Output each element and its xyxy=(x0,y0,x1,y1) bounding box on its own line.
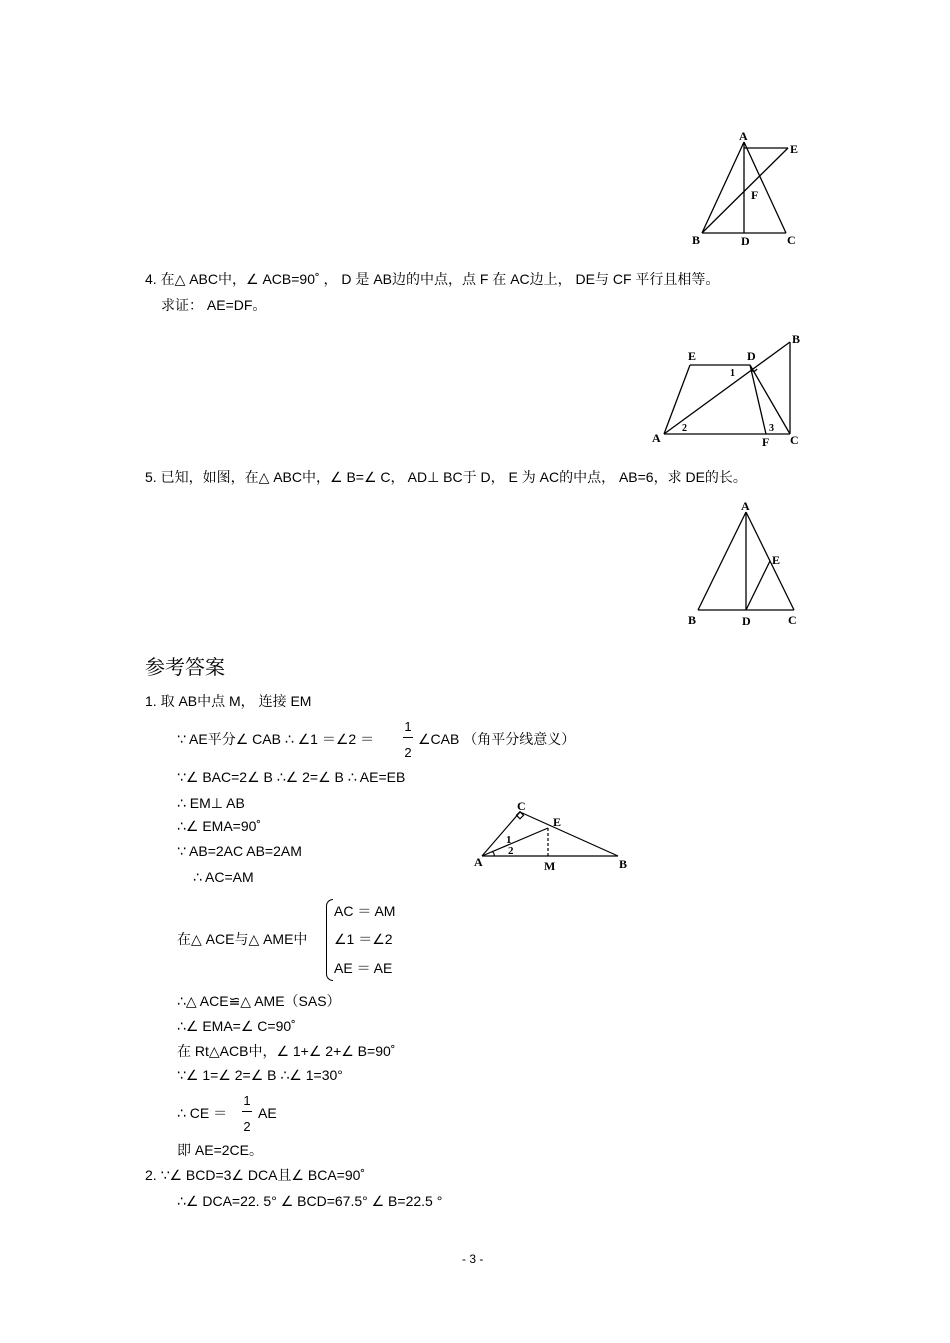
label-2: 2 xyxy=(508,845,514,857)
label-2: 2 xyxy=(682,423,687,434)
fraction-numerator: 1 xyxy=(243,1093,251,1108)
answer-1-line-11: 在 Rt△ACB中，∠ 1+∠ 2+∠ B=90˚ xyxy=(177,1043,396,1059)
figure-answer-1 xyxy=(468,798,638,878)
label-1: 1 xyxy=(730,368,735,379)
answer-1-line-13-post: AE xyxy=(258,1105,277,1121)
answer-1-line-2-pre: ∵ AE平分∠ CAB ∴ ∠1 ＝∠2 ＝ xyxy=(177,731,375,747)
answer-1-line-12: ∵∠ 1=∠ 2=∠ B ∴∠ 1=30° xyxy=(177,1067,343,1083)
label-C: C xyxy=(788,613,797,627)
fraction-denominator: 2 xyxy=(404,745,412,760)
answer-1-line-13-pre: ∴ CE ＝ xyxy=(177,1105,228,1121)
answer-1-line-3: ∵∠ BAC=2∠ B ∴∠ 2=∠ B ∴ AE=EB xyxy=(177,769,406,785)
page-number: - 3 - xyxy=(462,1252,484,1266)
problem-4-statement: 4. 在△ ABC中，∠ ACB=90˚ ， D 是 AB边的中点，点 F 在 AC边上， DE与 CF 平行且相等。 xyxy=(145,271,720,287)
problem-5-statement: 5. 已知，如图，在△ ABC中，∠ B=∠ C， AD⊥ BC于 D， E 为 AC的中点， AB=6，求 DE的长。 xyxy=(145,469,747,485)
label-M: M xyxy=(544,859,556,873)
label-1: 1 xyxy=(506,834,512,846)
label-3: 3 xyxy=(769,423,774,434)
answer-1-line-10: ∴∠ EMA=∠ C=90˚ xyxy=(177,1018,296,1034)
problem-4-prove: 求证： AE=DF。 xyxy=(161,297,267,313)
answer-1-line-2-post: ∠CAB （角平分线意义） xyxy=(418,731,576,747)
label-E: E xyxy=(790,142,799,156)
label-B: B xyxy=(619,857,628,871)
label-A: A xyxy=(652,431,661,445)
answer-1-line-6: ∵ AB=2AC AB=2AM xyxy=(177,843,302,859)
answer-1-line-7: ∴ AC=AM xyxy=(193,869,254,885)
system-brace xyxy=(326,899,333,981)
system-row-1: AC ＝ AM xyxy=(334,903,396,919)
label-A: A xyxy=(739,129,748,143)
label-C: C xyxy=(790,433,799,447)
figure-problem-5 xyxy=(680,498,810,633)
answer-1-line-1: 1. 取 AB中点 M， 连接 EM xyxy=(145,693,312,709)
fraction-numerator: 1 xyxy=(404,719,412,734)
label-E: E xyxy=(553,815,562,829)
label-E: E xyxy=(688,349,697,363)
answer-1-line-4: ∴ EM⊥ AB xyxy=(177,795,245,811)
answer-1-line-8-pre: 在△ ACE与△ AME中 xyxy=(177,931,308,947)
answer-1-line-9: ∴△ ACE≌△ AME（SAS） xyxy=(177,993,341,1009)
label-A: A xyxy=(474,855,483,869)
figure-problem-4 xyxy=(648,330,808,450)
fraction-bar xyxy=(403,737,413,738)
answer-2-line-1: 2. ∵∠ BCD=3∠ DCA且∠ BCA=90˚ xyxy=(145,1167,366,1183)
label-F: F xyxy=(762,435,770,449)
label-E: E xyxy=(772,553,781,567)
system-row-3: AE ＝ AE xyxy=(334,960,393,976)
label-C: C xyxy=(787,233,796,247)
system-row-2: ∠1 ＝∠2 xyxy=(334,931,393,947)
label-D: D xyxy=(742,614,751,628)
label-B: B xyxy=(692,233,701,247)
label-D: D xyxy=(747,349,756,363)
label-B: B xyxy=(688,613,697,627)
answer-1-line-14: 即 AE=2CE。 xyxy=(177,1142,263,1158)
fraction-bar xyxy=(242,1111,252,1112)
figure-problem-3 xyxy=(680,128,810,253)
label-D: D xyxy=(741,234,750,248)
label-F: F xyxy=(751,188,759,202)
answers-heading: 参考答案 xyxy=(145,657,225,679)
label-C: C xyxy=(517,799,526,813)
answer-2-line-2: ∴∠ DCA=22. 5° ∠ BCD=67.5° ∠ B=22.5 ° xyxy=(177,1193,443,1209)
fraction-denominator: 2 xyxy=(243,1119,251,1134)
label-A: A xyxy=(741,499,750,513)
answer-1-line-5: ∴∠ EMA=90˚ xyxy=(177,818,262,834)
label-B: B xyxy=(792,332,801,346)
